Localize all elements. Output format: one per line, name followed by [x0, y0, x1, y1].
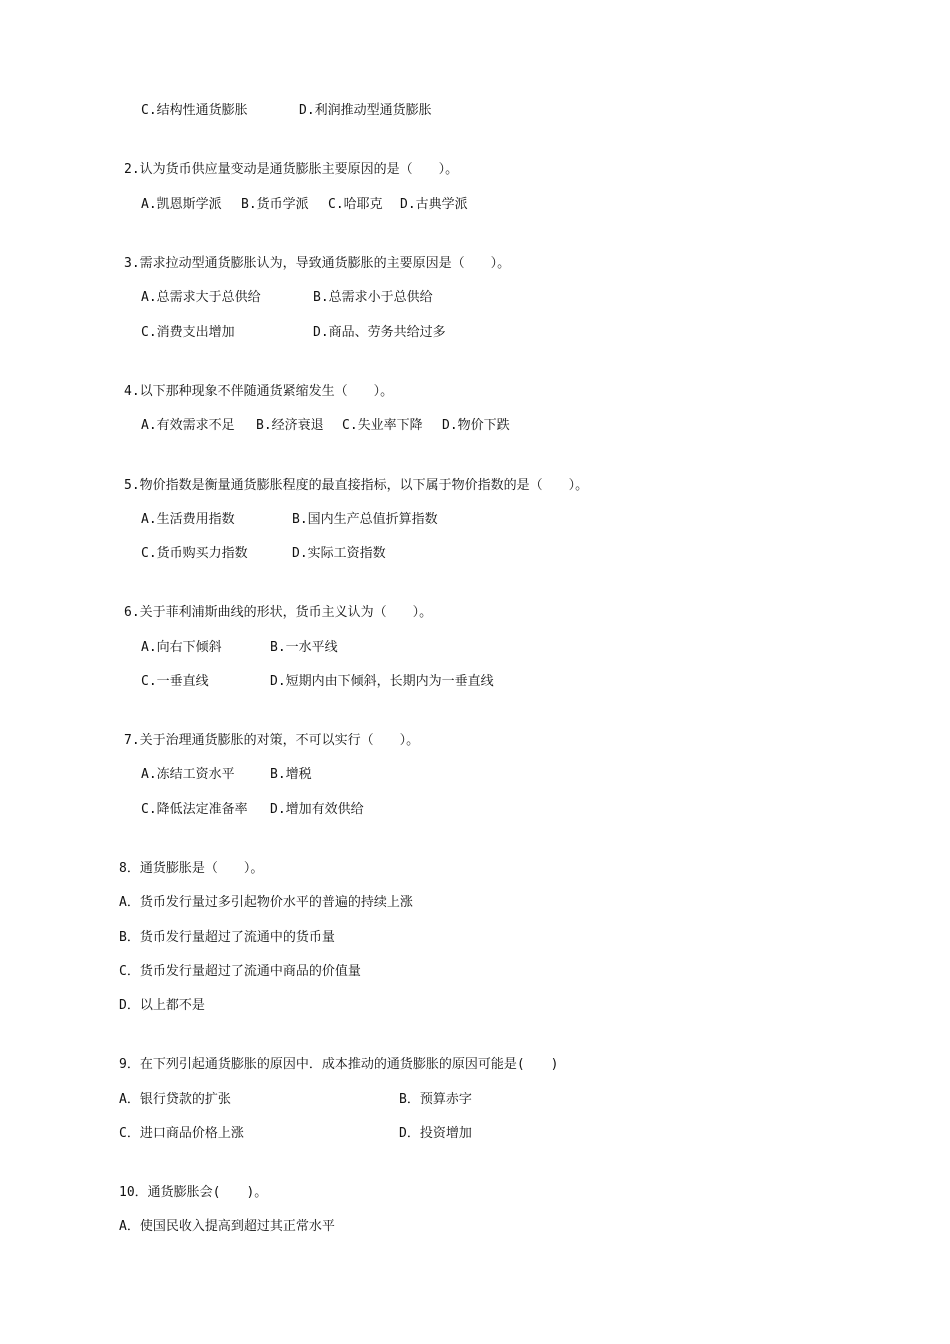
q2-option-c: C.哈耶克	[328, 197, 383, 212]
q9-option-a: A．银行贷款的扩张	[119, 1092, 231, 1107]
q2-option-d: D.古典学派	[400, 197, 468, 212]
q8-option-d: D．以上都不是	[119, 998, 205, 1013]
q6-option-a: A.向右下倾斜	[141, 640, 222, 655]
q5-option-a: A.生活费用指数	[141, 512, 235, 527]
q2-stem: 2.认为货币供应量变动是通货膨胀主要原因的是（ ）。	[124, 162, 459, 177]
q5-option-c: C.货币购买力指数	[141, 546, 248, 561]
q6-stem: 6.关于菲利浦斯曲线的形状，货币主义认为（ ）。	[124, 605, 433, 620]
q2-option-b: B.货币学派	[241, 197, 309, 212]
q5-option-b: B.国内生产总值折算指数	[292, 512, 438, 527]
q8-option-c: C．货币发行量超过了流通中商品的价值量	[119, 964, 361, 979]
q9-option-c: C．进口商品价格上涨	[119, 1126, 244, 1141]
q4-option-b: B.经济衰退	[256, 418, 324, 433]
q5-option-d: D.实际工资指数	[292, 546, 386, 561]
q3-option-b: B.总需求小于总供给	[313, 290, 433, 305]
q7-option-d: D.增加有效供给	[270, 802, 364, 817]
q1-option-c: C.结构性通货膨胀	[141, 103, 248, 118]
q3-stem: 3.需求拉动型通货膨胀认为，导致通货膨胀的主要原因是（ ）。	[124, 256, 511, 271]
q1-option-d: D.利润推动型通货膨胀	[299, 103, 432, 118]
q4-stem: 4.以下那种现象不伴随通货紧缩发生（ ）。	[124, 384, 394, 399]
q3-option-c: C.消费支出增加	[141, 325, 235, 340]
q7-stem: 7.关于治理通货膨胀的对策，不可以实行（ ）。	[124, 733, 420, 748]
q4-option-a: A.有效需求不足	[141, 418, 235, 433]
q7-option-c: C.降低法定准备率	[141, 802, 248, 817]
q9-option-b: B．预算赤字	[399, 1092, 472, 1107]
q8-option-a: A．货币发行量过多引起物价水平的普遍的持续上涨	[119, 895, 413, 910]
q8-option-b: B．货币发行量超过了流通中的货币量	[119, 930, 335, 945]
q10-stem: 10．通货膨胀会( )。	[119, 1185, 268, 1200]
q4-option-c: C.失业率下降	[342, 418, 423, 433]
q6-option-c: C.一垂直线	[141, 674, 209, 689]
q4-option-d: D.物价下跌	[442, 418, 510, 433]
q3-option-d: D.商品、劳务共给过多	[313, 325, 446, 340]
q5-stem: 5.物价指数是衡量通货膨胀程度的最直接指标，以下属于物价指数的是（ ）。	[124, 478, 589, 493]
q7-option-b: B.增税	[270, 767, 312, 782]
q6-option-d: D.短期内由下倾斜，长期内为一垂直线	[270, 674, 494, 689]
q10-option-a: A．使国民收入提高到超过其正常水平	[119, 1219, 335, 1234]
q9-stem: 9．在下列引起通货膨胀的原因中．成本推动的通货膨胀的原因可能是( )	[119, 1057, 559, 1072]
q2-option-a: A.凯恩斯学派	[141, 197, 222, 212]
q7-option-a: A.冻结工资水平	[141, 767, 235, 782]
q8-stem: 8．通货膨胀是（ ）。	[119, 861, 264, 876]
q6-option-b: B.一水平线	[270, 640, 338, 655]
q3-option-a: A.总需求大于总供给	[141, 290, 261, 305]
q9-option-d: D．投资增加	[399, 1126, 472, 1141]
